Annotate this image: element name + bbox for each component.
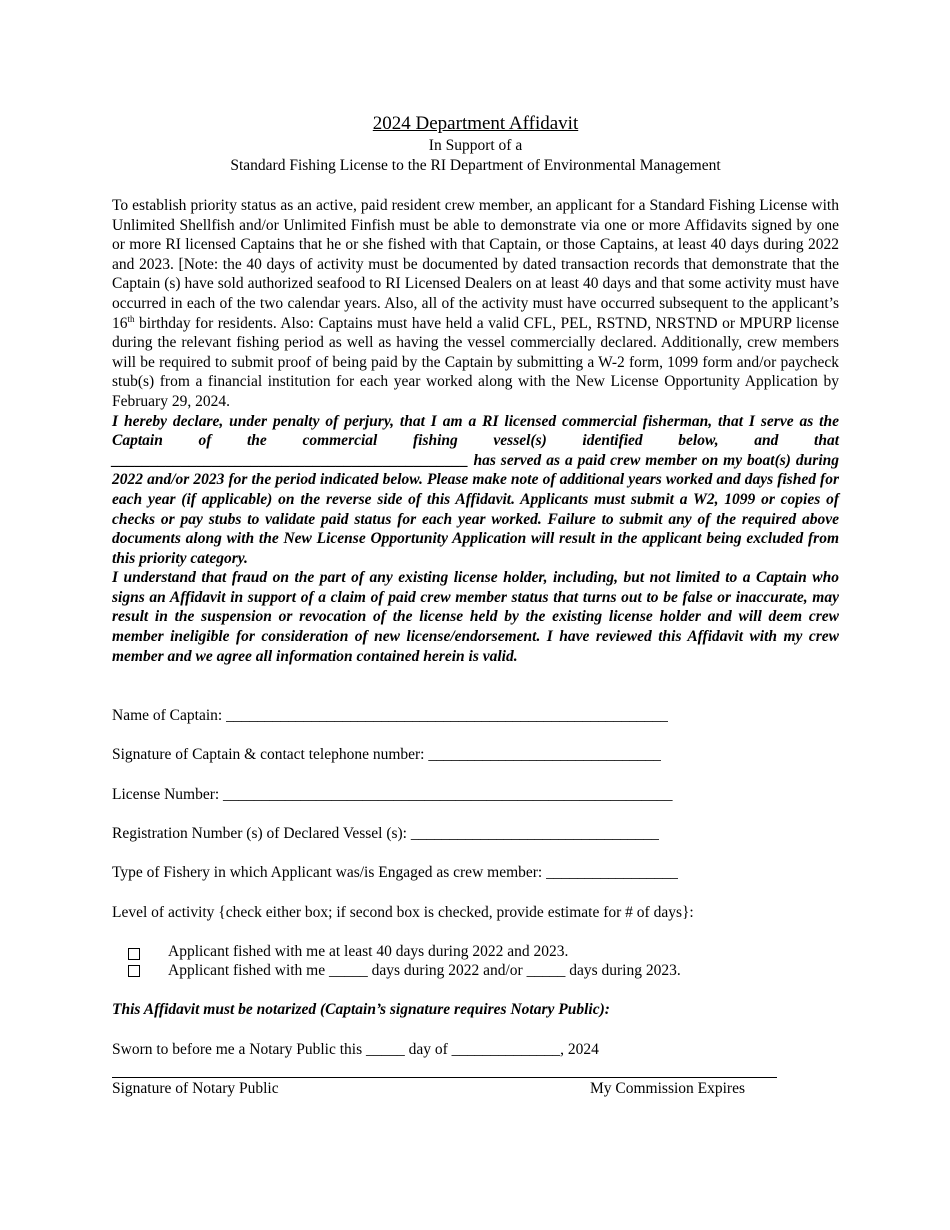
captain-name-field[interactable]: Name of Captain: _________________________________________________________ <box>112 707 668 724</box>
checkbox-estimated-days[interactable] <box>128 965 140 977</box>
document-title: 2024 Department Affidavit <box>372 113 579 134</box>
intro-text-part2: birthday for residents. Also: Captains must have held a valid CFL, PEL, RSTND, NRSTND or MPURP license during the relevant fishing period as well as having the vessel commercially declared. Additionally, crew members will be required to submit proof of being paid by the Captain by submitting a W-2 form, 1099 form and/or paycheck stub(s) from a financial institution for each year worked along with the New License Opportunity Application by February 29, 2024. <box>112 314 839 410</box>
intro-text-part1: To establish priority status as an active, paid resident crew member, an applicant for a Standard Fishing License with Unlimited Shellfish and/or Unlimited Finfish must be able to demonstrate via one or more Affidavits signed by one or more RI licensed Captains that he or she fished with that Captain, or those Captains, at least 40 days during 2022 and 2023. [Note: the 40 days of activity must be documented by dated transaction records that demonstrate that the Captain (s) have sold authorized seafood to RI Licensed Dealers on at least 40 days and that some activity must have occurred in each of the two calendar years. Also, all of the activity must have occurred subsequent to the applicant’s 16 <box>112 197 839 332</box>
checkbox-estimated-days-label: Applicant fished with me _____ days during 2022 and/or _____ days during 2023. <box>168 962 681 979</box>
affidavit-page <box>112 112 839 666</box>
checkbox-40-days-label: Applicant fished with me at least 40 days during 2022 and 2023. <box>168 943 569 960</box>
checkbox-40-days[interactable] <box>128 948 140 960</box>
notary-sworn-field[interactable]: Sworn to before me a Notary Public this _____ day of ______________, 2024 <box>112 1041 599 1058</box>
crew-member-name-blank[interactable]: ______________________________________________ <box>112 451 469 469</box>
intro-paragraph <box>112 196 839 412</box>
fraud-notice-paragraph: I understand that fraud on the part of any existing license holder, including, but not limited to a Captain who signs an Affidavit in support of a claim of paid crew member status that turns out to be false or inaccurate, may result in the suspension or revocation of the license held by the existing license holder and will deem crew member ineligible for consideration of new license/endorsement. I have reviewed this Affidavit with my crew member and we agree all information contained herein is valid. <box>112 569 839 665</box>
document-subtitle-line2: Standard Fishing License to the RI Department of Environmental Management <box>230 157 721 174</box>
license-number-field[interactable]: License Number: __________________________________________________________ <box>112 786 673 803</box>
captain-signature-field[interactable]: Signature of Captain & contact telephone number: ______________________________ <box>112 746 661 763</box>
fishery-type-field[interactable]: Type of Fishery in which Applicant was/is Engaged as crew member: _________________ <box>112 864 678 881</box>
declaration-text-part1: I hereby declare, under penalty of perjury, that I am a RI licensed commercial fisherman, that I serve as the Captain of the commercial fishing vessel(s) identified below, and that <box>112 412 839 450</box>
commission-expires-label: My Commission Expires <box>590 1080 746 1097</box>
declaration-paragraph <box>112 412 839 569</box>
declaration-text-part2: has served as a paid crew member on my boat(s) during 2022 and/or 2023 for the period indicated below. Please make note of additional years worked and days fished for each year (if applicable) on the reverse side of this Affidavit. Applicants must submit a W2, 1099 or copies of checks or pay stubs to validate paid status for each year worked. Failure to submit any of the required above documents along with the New License Opportunity Application will result in the applicant being excluded from this priority category. <box>112 451 839 567</box>
vessel-registration-field[interactable]: Registration Number (s) of Declared Vessel (s): ________________________________ <box>112 825 659 842</box>
activity-level-instruction: Level of activity {check either box; if second box is checked, provide estimate for # of days}: <box>112 904 694 921</box>
document-subtitle-line1: In Support of a <box>428 137 523 154</box>
notarization-notice: This Affidavit must be notarized (Captain’s signature requires Notary Public): <box>112 1001 610 1018</box>
notary-signature-label: Signature of Notary Public <box>112 1080 279 1097</box>
intro-superscript: th <box>127 313 135 324</box>
notary-signature-line[interactable] <box>112 1077 777 1078</box>
